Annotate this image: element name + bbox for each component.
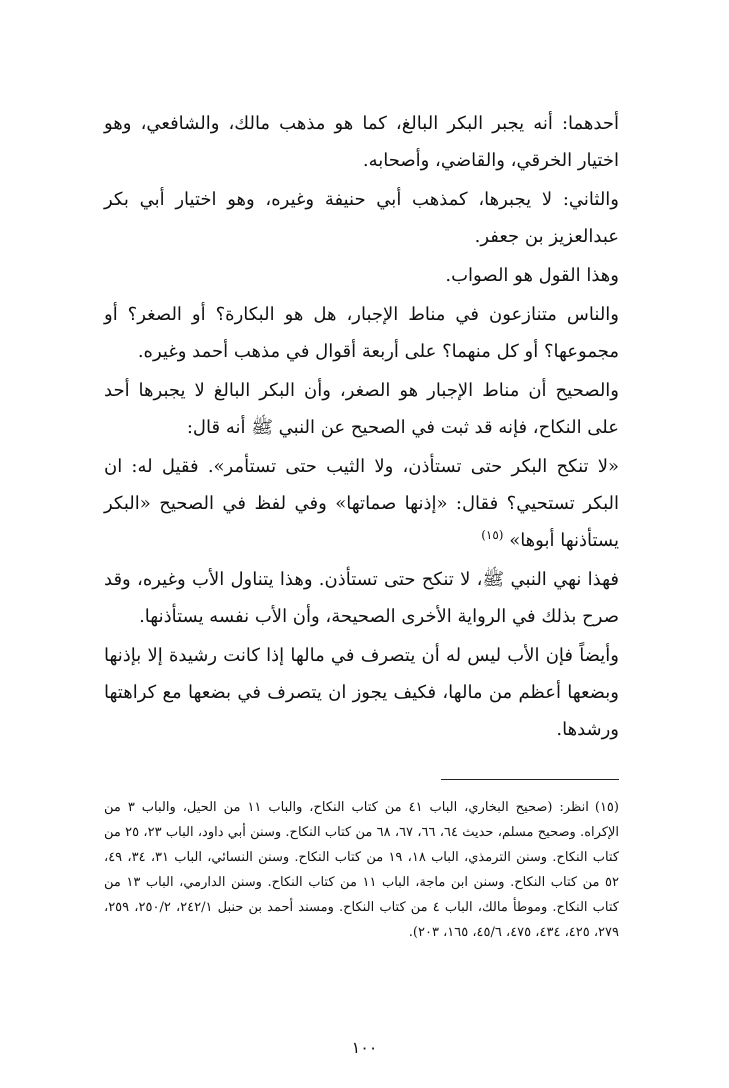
page-number: ١٠٠	[351, 1038, 378, 1057]
footnote-marker: (١٥)	[481, 528, 504, 542]
footnote-text: انظر: (صحيح البخاري، الباب ٤١ من كتاب النكاح، والباب ١١ من الحيل، والباب ٣ من الإكراه. وصحيح مسلم، حديث ٦٤، ٦٦، ٦٧، ٦٨ من كتاب النكاح. وسنن أبي داود، الباب ٢٣، ٢٥ من كتاب النكاح. وسنن الترمذي، الباب ١٨، ١٩ من كتاب النكاح. وسنن النسائي، الباب ٣١، ٣٤، ٤٩، ٥٢ من كتاب النكاح. وسنن ابن ماجة، الباب ١١ من كتاب النكاح. وسنن الدارمي، الباب ١٣ من كتاب النكاح. وموطأ مالك، الباب ٤ من كتاب النكاح. ومسند أحمد بن حنبل ٢٤٢/١، ٢٥٠/٢، ٢٥٩، ٢٧٩، ٤٢٥، ٤٣٤، ٤٧٥، ٤٥/٦، ١٦٥، ٢٠٣).	[104, 800, 620, 940]
paragraph-1: أحدهما: أنه يجبر البكر البالغ، كما هو مذهب مالك، والشافعي، وهو اختيار الخرقي، والقاضي، وأصحابه.	[104, 113, 620, 171]
main-text	[104, 105, 619, 750]
paragraph-3: وهذا القول هو الصواب.	[445, 265, 619, 286]
footnote	[104, 795, 619, 945]
footnote-divider	[441, 779, 619, 780]
paragraph-6: «لا تنكح البكر حتى تستأذن، ولا الثيب حتى تستأمر». فقيل له: ان البكر تستحيي؟ فقال: «إذنها صماتها» وفي لفظ في الصحيح «البكر يستأذنها أبوها»	[104, 456, 619, 551]
paragraph-7: فهذا نهي النبي ﷺ، لا تنكح حتى تستأذن. وهذا يتناول الأب وغيره، وقد صرح بذلك في الرواية الأخرى الصحيحة، وأن الأب نفسه يستأذنها.	[104, 569, 619, 627]
paragraph-4: والناس متنازعون في مناط الإجبار، هل هو البكارة؟ أو الصغر؟ أو مجموعها؟ أو كل منهما؟ على أربعة أقوال في مذهب أحمد وغيره.	[104, 304, 619, 362]
paragraph-6-container	[104, 448, 619, 559]
paragraph-5: والصحيح أن مناط الإجبار هو الصغر، وأن البكر البالغ لا يجبرها أحد على النكاح، فإنه قد ثبت في الصحيح عن النبي ﷺ أنه قال:	[104, 380, 619, 438]
paragraph-2: والثاني: لا يجبرها، كمذهب أبي حنيفة وغيره، وهو اختيار أبي بكر عبدالعزيز بن جعفر.	[104, 189, 619, 247]
paragraph-8: وأيضاً فإن الأب ليس له أن يتصرف في مالها إذا كانت رشيدة إلا بإذنها وبضعها أعظم من مالها، فكيف يجوز ان يتصرف في بضعها مع كراهتها ورشدها.	[104, 645, 619, 740]
footnote-number: (١٥)	[594, 800, 619, 815]
